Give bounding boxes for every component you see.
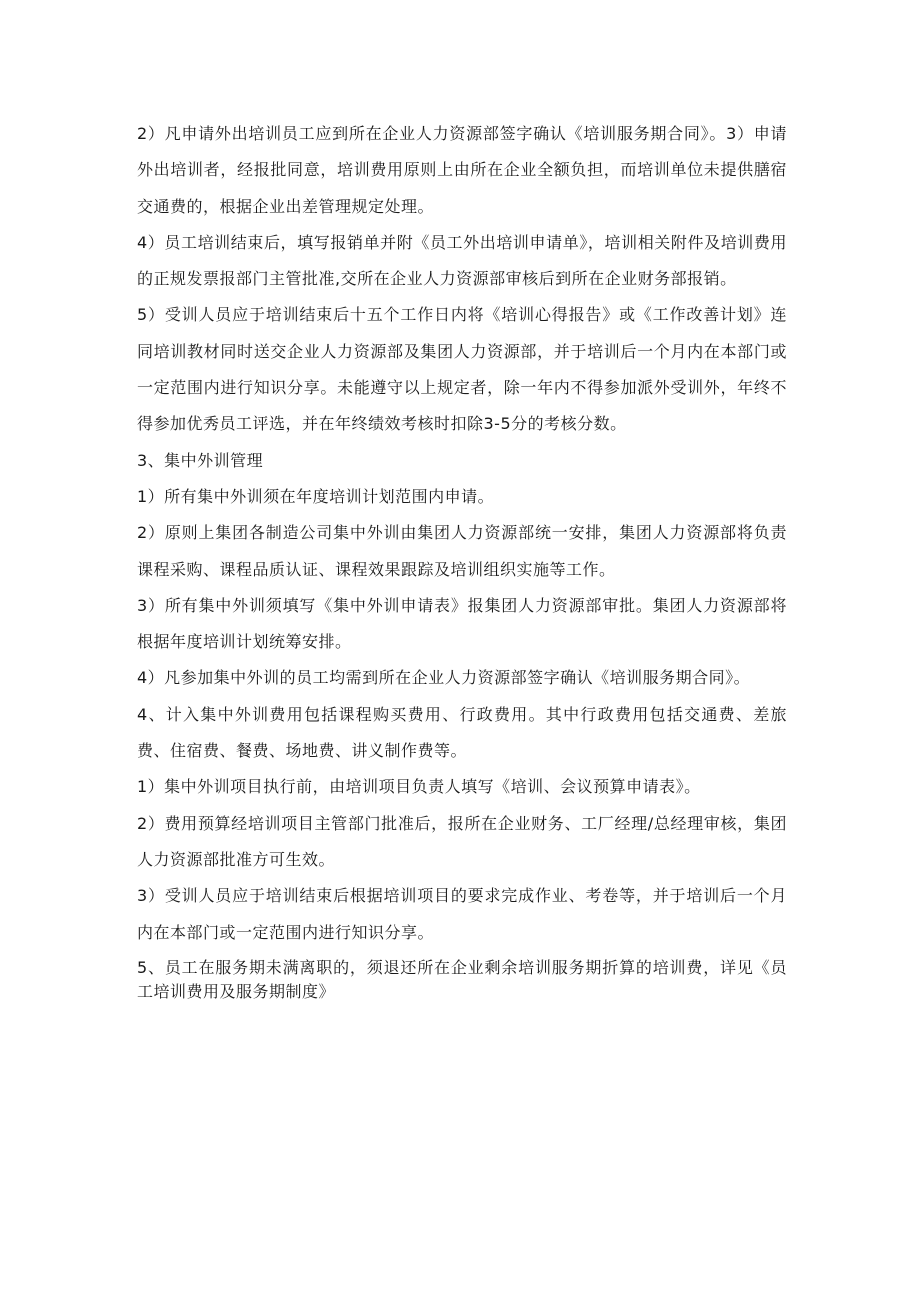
- paragraph-application-form: 3）所有集中外训须填写《集中外训申请表》报集团人力资源部审批。集团人力资源部将根据年度培训计划统筹安排。: [137, 595, 787, 652]
- paragraph-resignation-refund: 5、员工在服务期未满离职的，须退还所在企业剩余培训服务期折算的培训费，详见《员工培训费用及服务期制度》: [137, 957, 787, 1001]
- paragraph-knowledge-sharing: 3）受训人员应于培训结束后根据培训项目的要求完成作业、考卷等，并于培训后一个月内在本部门或一定范围内进行知识分享。: [137, 886, 787, 942]
- paragraph-group-arrangement: 2）原则上集团各制造公司集中外训由集团人力资源部统一安排，集团人力资源部将负责课程采购、课程品质认证、课程效果跟踪及培训组织实施等工作。: [137, 523, 787, 579]
- paragraph-service-contract: 4）凡参加集中外训的员工均需到所在企业人力资源部签字确认《培训服务期合同》。: [137, 668, 751, 688]
- paragraph-training-report: 5）受训人员应于培训结束后十五个工作日内将《培训心得报告》或《工作改善计划》连同培训教材同时送交企业人力资源部及集团人力资源部，并于培训后一个月内在本部门或一定范围内进行知识分享。未能遵守以上规定者，除一年内不得参加派外受训外，年终不得参加优秀员工评选，并在年终绩效考核时扣除3-5分的考核分数。: [137, 305, 787, 434]
- paragraph-annual-plan: 1）所有集中外训须在年度培训计划范围内申请。: [137, 486, 495, 506]
- paragraph-external-training-contract: 2）凡申请外出培训员工应到所在企业人力资源部签字确认《培训服务期合同》。3）申请外出培训者，经报批同意，培训费用原则上由所在企业全额负担，而培训单位未提供膳宿交通费的，根据企业出差管理规定处理。: [137, 124, 787, 216]
- paragraph-reimbursement: 4）员工培训结束后，填写报销单并附《员工外出培训申请单》，培训相关附件及培训费用的正规发票报部门主管批准,交所在企业人力资源部审核后到所在企业财务部报销。: [137, 232, 787, 289]
- paragraph-budget-form: 1）集中外训项目执行前，由培训项目负责人填写《培训、会议预算申请表》。: [137, 777, 701, 797]
- section-heading-centralized-training: 3、集中外训管理: [137, 450, 264, 470]
- paragraph-budget-approval: 2）费用预算经培训项目主管部门批准后，报所在企业财务、工厂经理/总经理审核，集团人力资源部批准方可生效。: [137, 813, 787, 869]
- section-heading-training-costs: 4、计入集中外训费用包括课程购买费用、行政费用。其中行政费用包括交通费、差旅费、住宿费、餐费、场地费、讲义制作费等。: [137, 704, 787, 761]
- document-body: [137, 116, 787, 1004]
